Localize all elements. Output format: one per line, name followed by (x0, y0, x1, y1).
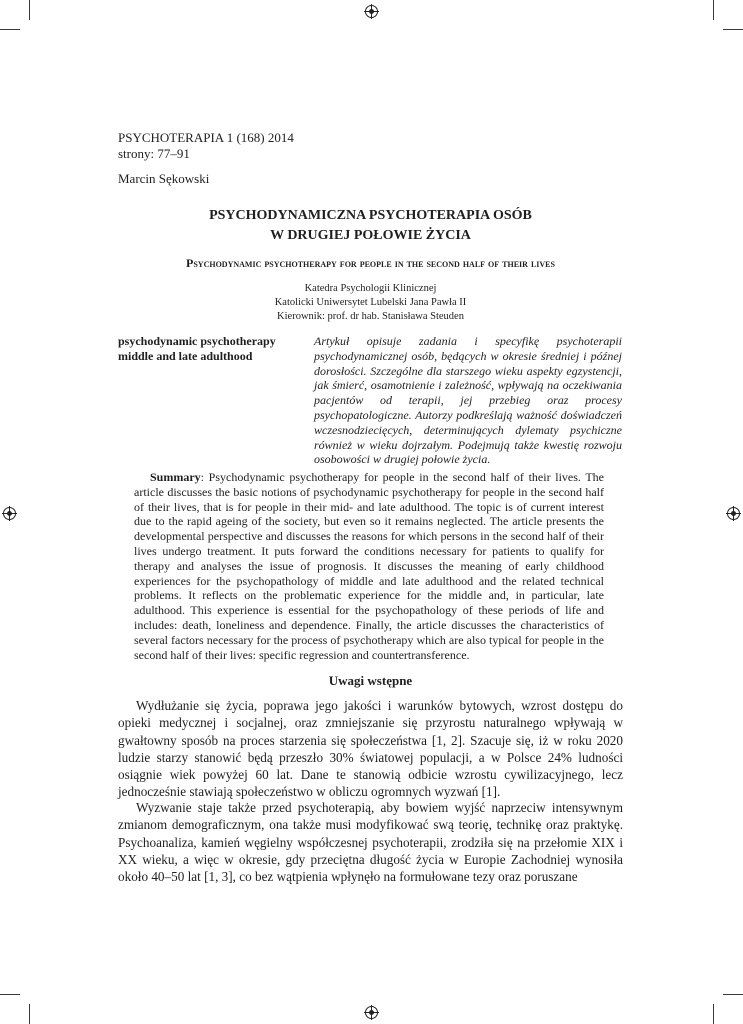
registration-mark-icon (365, 5, 378, 18)
crop-mark (713, 0, 714, 20)
crop-mark (723, 994, 743, 995)
summary-english (134, 470, 604, 662)
crop-mark (723, 29, 743, 30)
english-title: Psychodynamic psychotherapy for people in the second half of their lives (186, 256, 555, 270)
abstract-polish: Artykuł opisuje zadania i specyfikę psychoterapii psychodynamicznej osób, będących w okresie średniej i późnej dorosłości. Szczególne dla starszego wieku aspekty egzystencji, jak śmierć, osamotnienie i zależność, wpływają na oczekiwania pacjentów od terapii, jej przebieg oraz procesy psychopatologiczne. Autorzy podkreślają ważność doświadczeń wczesnodziecięcych, determinujących dylematy psychiczne również w wieku dojrzałym. Podejmują także kwestię rozwoju osobowości w drugiej połowie życia. (314, 334, 622, 467)
section-heading: Uwagi wstępne (328, 673, 413, 688)
registration-mark-icon (727, 507, 740, 520)
keyword: middle and late adulthood (118, 349, 253, 363)
body-paragraph: Wyzwanie staje także przed psychoterapią, aby bowiem wyjść naprzeciw intensywnym zmianom demograficznym, ona także musi modyfikować swą teorię, technikę oraz praktykę. Psychoanaliza, kamień węgielny współczesnej psychoterapii, zrodziła się na przełomie XIX i XX wieku, a więc w okresie, gdy przeciętna długość życia w Europie Zachodniej wynosiła około 40–50 lat [1, 3], co bez wątpienia wpłynęło na formułowane tezy oraz poruszane (118, 800, 623, 885)
journal-pages: strony: 77–91 (118, 146, 190, 161)
crop-mark (713, 1004, 714, 1024)
journal-info (118, 130, 294, 162)
body-paragraph: Wydłużanie się życia, poprawa jego jakości i warunków bytowych, wzrost dostępu do opieki medycznej i socjalnej, oraz zmniejszanie się przyrostu naturalnego wpływają w gwałtowny sposób na proces starzenia się społeczeństwa [1, 2]. Szacuje się, iż w roku 2020 ludzie starzy stanowić będą przeszło 30% światowej populacji, a w Polsce 24% ludności osiągnie wiek powyżej 60 lat. Dane te stanowią odbicie wzrostu cywilizacyjnego, lecz jednocześnie stawiają społeczeństwo w obliczu ogromnych wyzwań [1]. (118, 698, 623, 800)
affiliation-department: Katedra Psychologii Klinicznej (304, 283, 437, 294)
author-name: Marcin Sękowski (118, 171, 210, 186)
keywords (118, 334, 276, 364)
summary-label: Summary (150, 470, 201, 484)
article-title-line-2: W DRUGIEJ POŁOWIE ŻYCIA (270, 228, 471, 243)
affiliation-head: Kierownik: prof. dr hab. Stanisława Steuden (277, 311, 464, 322)
crop-mark (29, 0, 30, 20)
crop-mark (0, 29, 20, 30)
affiliation-university: Katolicki Uniwersytet Lubelski Jana Pawła II (274, 297, 467, 308)
crop-mark (29, 1004, 30, 1024)
article-title-line-1: PSYCHODYNAMICZNA PSYCHOTERAPIA OSÓB (209, 208, 532, 223)
registration-mark-icon (3, 507, 16, 520)
keyword: psychodynamic psychotherapy (118, 334, 276, 348)
crop-mark (0, 994, 20, 995)
journal-issue: PSYCHOTERAPIA 1 (168) 2014 (118, 130, 294, 145)
registration-mark-icon (365, 1006, 378, 1019)
summary-text: : Psychodynamic psychotherapy for people in the second half of their lives. The article discusses the basic notions of psychodynamic psychotherapy for people in the second half of their lives, that is for people in their mid- and late adulthood. The topic is of current interest due to the rapid ageing of the society, but even so it remains neglected. The article presents the developmental perspective and discusses the reasons for which persons in the second half of their lives undergo treatment. It puts forward the conditions necessary for patients to qualify for therapy and analyses the issue of prognosis. It discusses the meaning of early childhood experiences for the psychopathology of middle and late adulthood and the related technical problems. It reflects on the problematic experience for the middle and, in particular, late adulthood. This experience is essential for the psychopathology of these periods of life and includes: death, loneliness and dependence. Finally, the article discusses the characteristics of several factors necessary for the process of psychotherapy which are also typical for people in the second half of their lives: specific regression and countertransference. (134, 470, 604, 662)
